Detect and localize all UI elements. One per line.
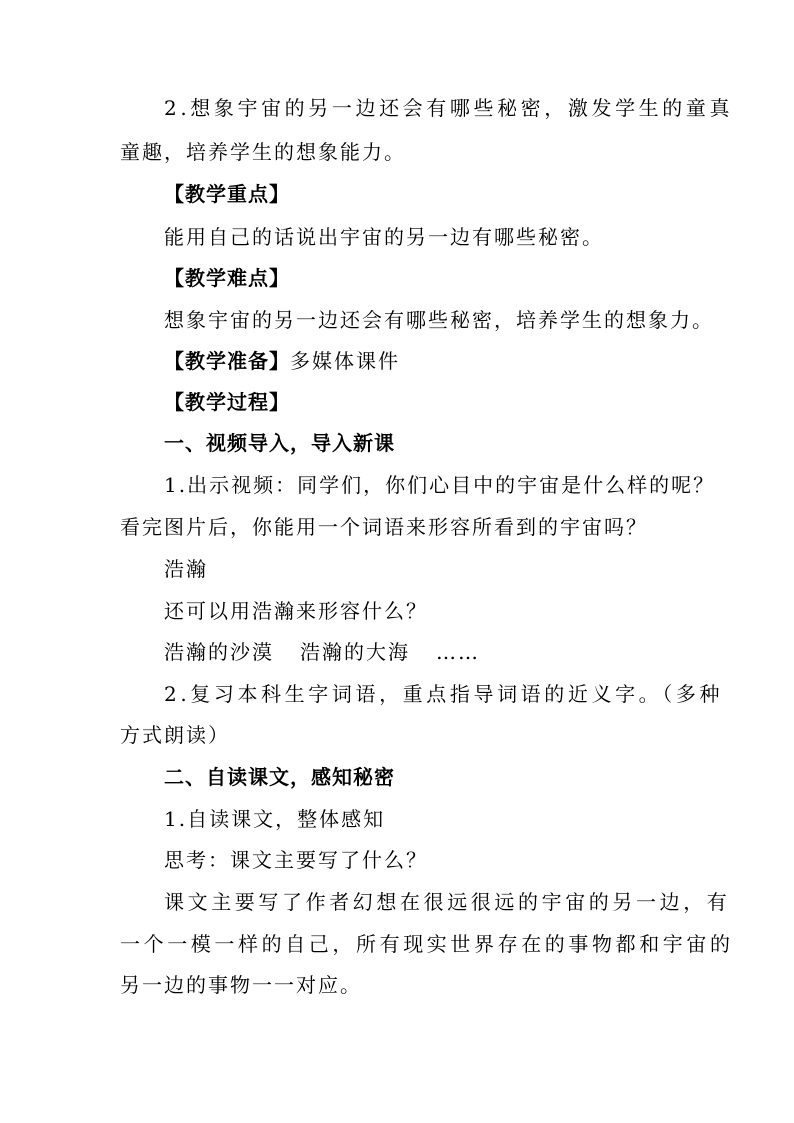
step-read-1: 1.自读课文，整体感知 [164,807,386,831]
heading-teaching-difficulty: 【教学难点】 [164,266,290,290]
answer-line-1: 课文主要写了作者幻想在很远很远的宇宙的另一边，有 [164,890,731,914]
section-2-heading: 二、自读课文，感知秘密 [164,765,395,789]
step-2-line-1: 2.复习本科生字词语，重点指导词语的近义字。（多种 [164,682,724,706]
question-main-idea: 思考：课文主要写了什么？ [164,848,428,872]
teaching-difficulty-text: 想象宇宙的另一边还会有哪些秘密，培养学生的想象力。 [164,308,714,332]
ellipsis: …… [436,640,480,664]
word-haohan: 浩瀚 [164,557,208,581]
example-desert: 浩瀚的沙漠 [164,640,274,664]
answer-line-3: 另一边的事物一一对应。 [120,973,362,997]
haohan-examples-line [164,638,724,666]
section-1-heading: 一、视频导入，导入新课 [164,431,395,455]
heading-teaching-focus: 【教学重点】 [164,182,290,206]
step-1-line-2: 看完图片后，你能用一个词语来形容所看到的宇宙吗？ [120,515,648,539]
question-haohan: 还可以用浩瀚来形容什么？ [164,599,428,623]
objective-2-line-1: 2.想象宇宙的另一边还会有哪些秘密，激发学生的童真 [164,96,734,120]
step-1-line-1: 1.出示视频：同学们，你们心目中的宇宙是什么样的呢？ [164,473,716,497]
answer-line-2: 一个一模一样的自己，所有现实世界存在的事物都和宇宙的 [120,932,734,956]
step-2-line-2: 方式朗读） [120,723,230,747]
example-sea: 浩瀚的大海 [300,640,410,664]
teaching-preparation-line [164,347,724,375]
objective-2-line-2: 童趣，培养学生的想象能力。 [120,140,406,164]
teaching-focus-text: 能用自己的话说出宇宙的另一边有哪些秘密。 [164,225,604,249]
heading-teaching-process: 【教学过程】 [164,390,290,414]
teaching-preparation-text: 多媒体课件 [290,349,400,373]
heading-teaching-preparation: 【教学准备】 [164,349,290,373]
